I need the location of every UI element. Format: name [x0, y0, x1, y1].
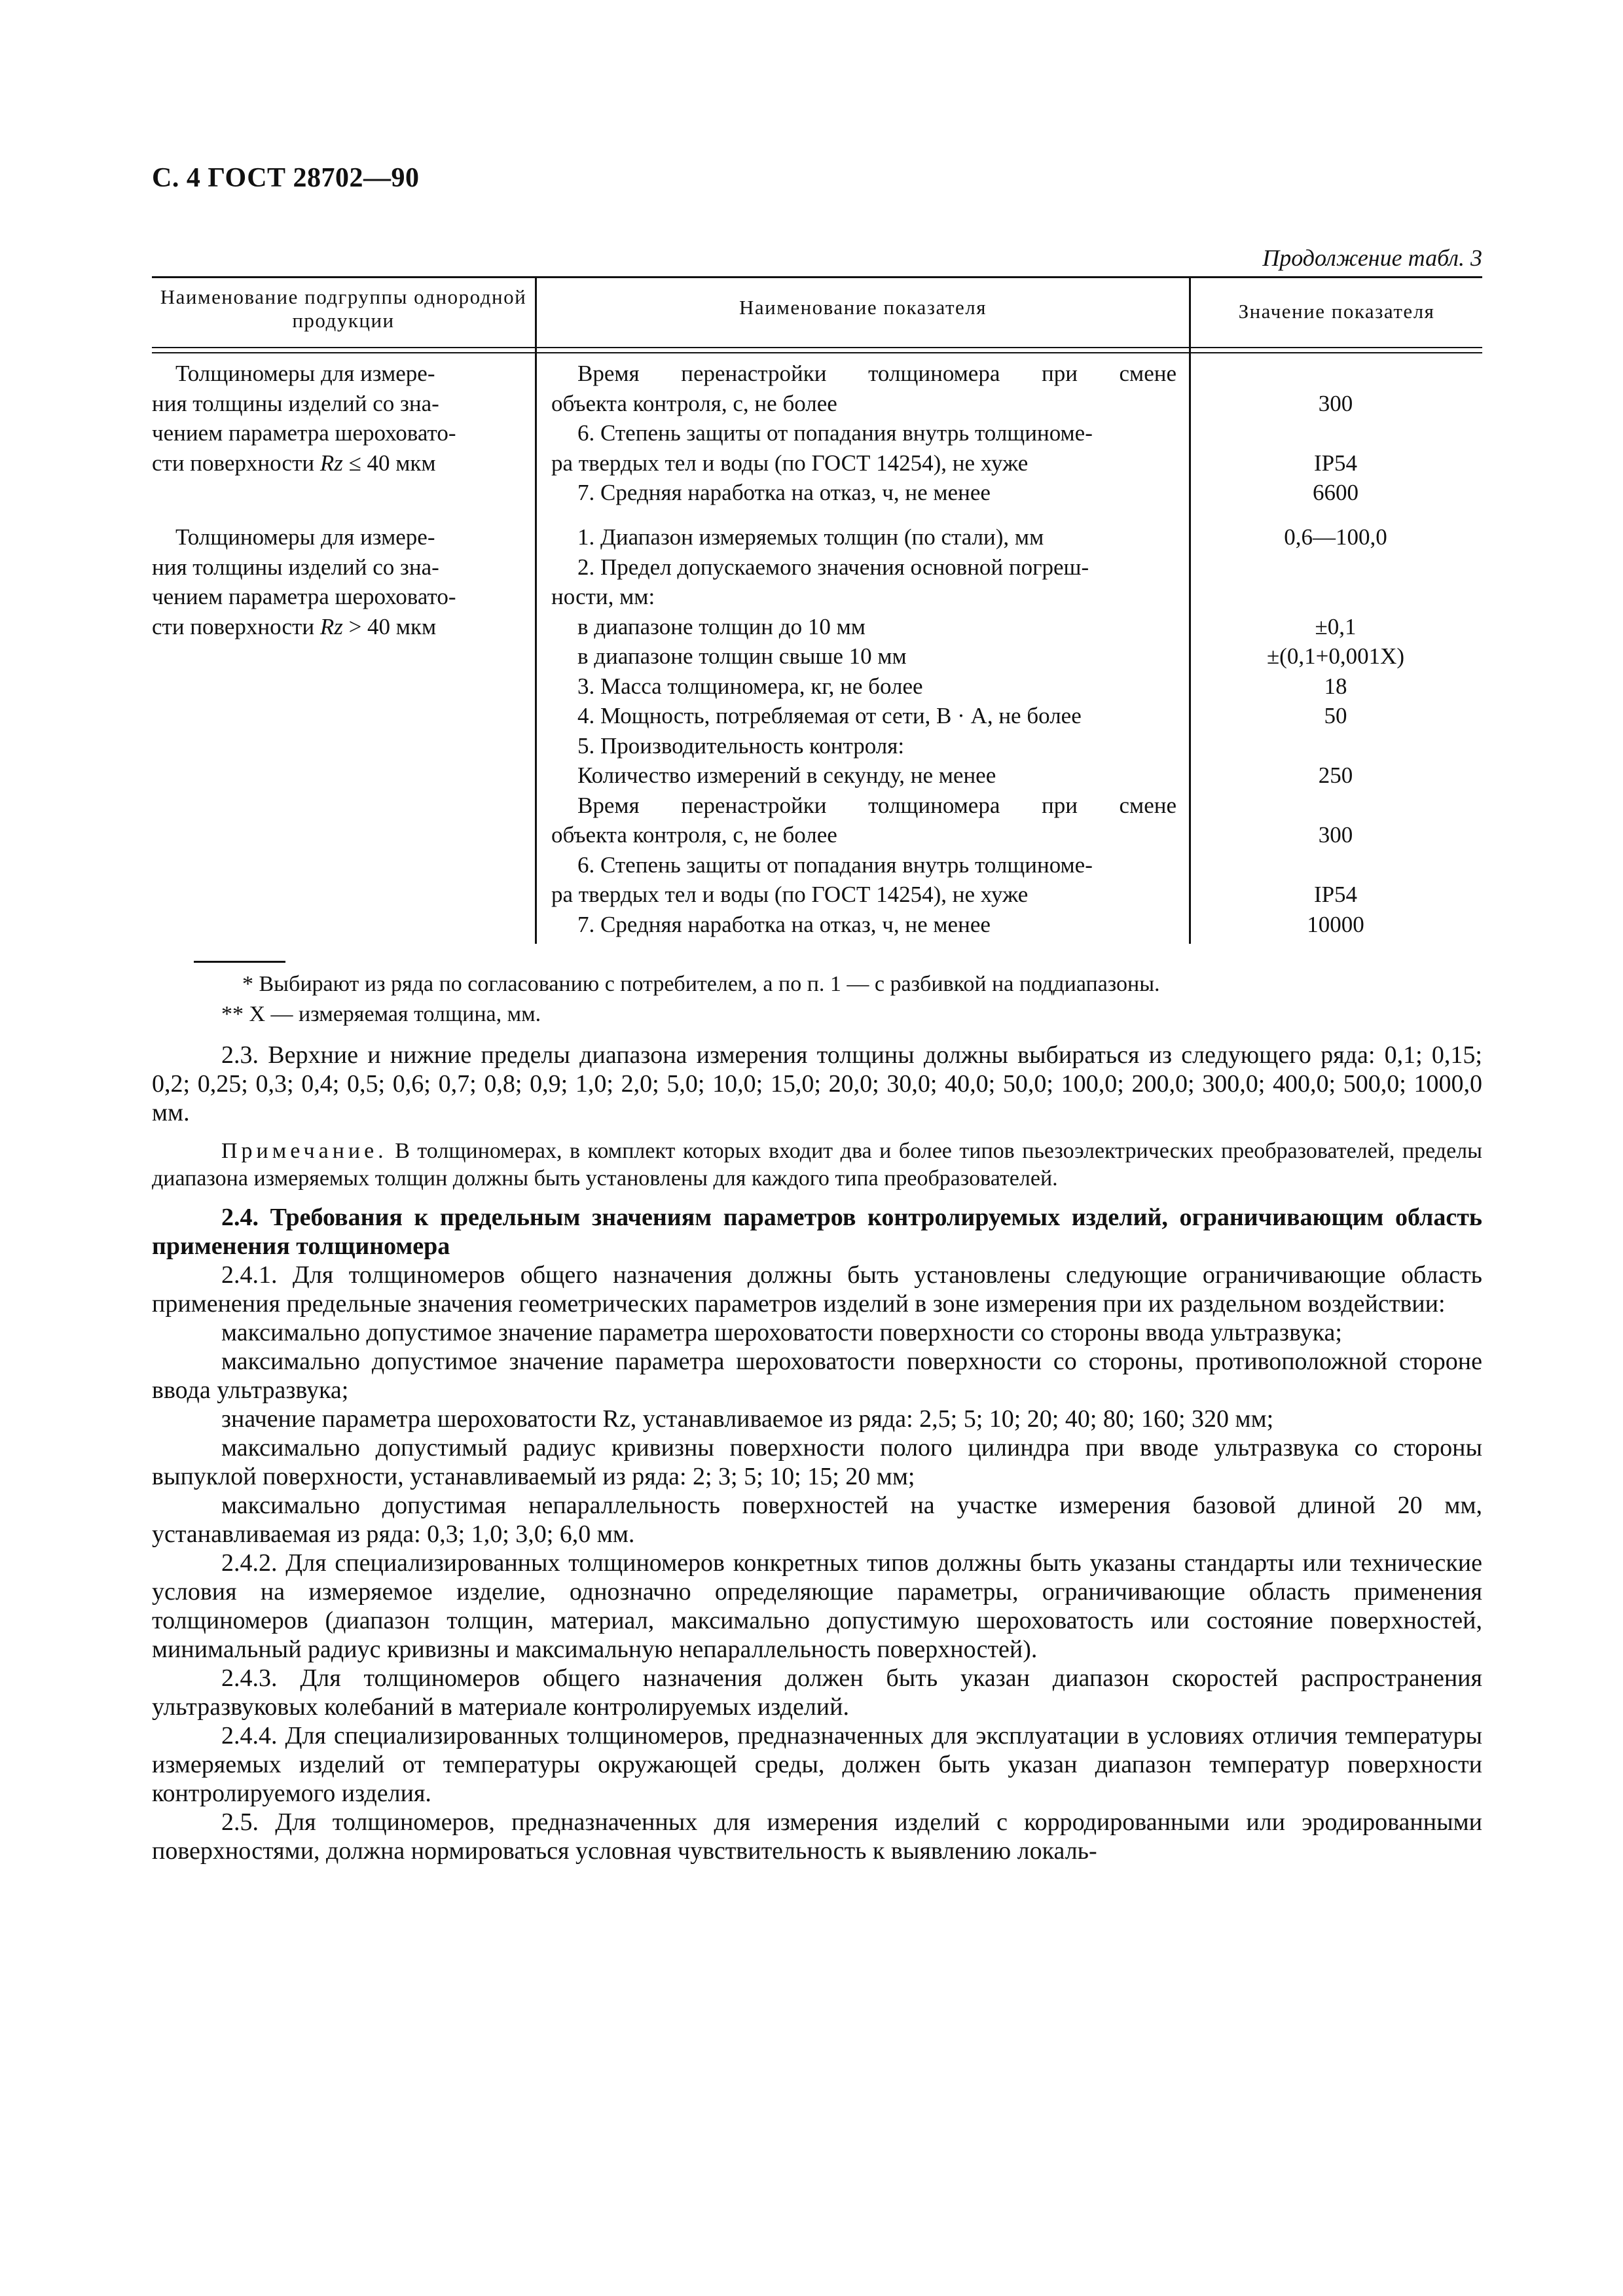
table-row: в диапазоне толщин свыше 10 мм	[577, 643, 907, 669]
subgroup-name: Толщиномеры для измере- ния толщины изделий со зна- чением параметра шероховато- сти поверхности Rz > 40 мкм	[152, 524, 456, 639]
table-continuation-label: Продолжение табл. 3	[1262, 245, 1482, 271]
note-label: Примечание.	[221, 1139, 388, 1163]
body-text	[152, 1041, 1482, 1865]
paragraph-2-4-3: 2.4.3. Для толщиномеров общего назначения должен быть указан диапазон скоростей распространения ультразвуковых колебаний в материале контролируемых изделий.	[152, 1664, 1482, 1721]
paragraph-2-5: 2.5. Для толщиномеров, предназначенных для измерения изделий с корродированными или эродированными поверхностями, должна нормироваться условная чувствительность к выявлению локаль-	[152, 1808, 1482, 1865]
paragraph-2-4-2: 2.4.2. Для специализированных толщиномеров конкретных типов должны быть указаны стандарты или технические условия на измеряемое изделие, однозначно определяющие параметры, ограничивающие область применения толщиномеров (диапазон толщин, материал, максимально допустимую шероховатость или состояние поверхностей, минимальный радиус кривизны и максимальную непараллельность поверхностей).	[152, 1549, 1482, 1663]
table-row: 6. Степень защиты от попадания внутрь толщиноме-	[577, 852, 1093, 878]
table-row: объекта контроля, с, не более	[551, 822, 837, 848]
table-row: 7. Средняя наработка на отказ, ч, не менее	[577, 911, 991, 937]
table-value: 250	[1318, 762, 1353, 788]
value-list	[1189, 522, 1482, 939]
table-value: ±(0,1+0,001X)	[1266, 643, 1405, 669]
list-item: максимально допустимое значение параметра шероховатости поверхности со стороны ввода ультразвука;	[221, 1319, 1342, 1346]
table-row: 1. Диапазон измеряемых толщин (по стали), мм	[577, 524, 1044, 550]
indicator-list	[551, 522, 1176, 939]
footnote-rule	[194, 961, 285, 963]
page-header: С. 4 ГОСТ 28702—90	[152, 163, 420, 193]
table-value	[1189, 552, 1482, 583]
list-item: максимально допустимый радиус кривизны поверхности полого цилиндра при вводе ультразвука со стороны выпуклой поверхности, устанавливаемый из ряда: 2; 3; 5; 10; 15; 20 мм;	[152, 1434, 1482, 1490]
table-row: Время перенастройки толщиномера при смене	[577, 792, 1176, 818]
table-column-divider	[535, 276, 537, 944]
note-paragraph	[152, 1138, 1482, 1193]
table-value: 0,6—100,0	[1284, 524, 1387, 550]
table-value: IP54	[1313, 450, 1358, 476]
table-row: 6. Степень защиты от попадания внутрь толщиноме-	[577, 420, 1093, 446]
paragraph-2-3: 2.3. Верхние и нижние пределы диапазона измерения толщины должны выбираться из следующего ряда: 0,1; 0,15; 0,2; 0,25; 0,3; 0,4; 0,5; 0,6; 0,7; 0,8; 0,9; 1,0; 2,0; 5,0; 10,0; 15,0; 20,0; 30,0; 40,0; 50,0; 100,0; 200,0; 300,0; 400,0; 500,0; 1000,0 мм.	[152, 1041, 1482, 1126]
table-value	[1189, 418, 1482, 448]
table-row: 5. Производительность контроля:	[577, 732, 905, 759]
table-value: 10000	[1307, 911, 1364, 937]
table-row: 2. Предел допускаемого значения основной погреш-	[577, 554, 1089, 580]
list-item: максимально допустимое значение параметра шероховатости поверхности со стороны, противоположной стороне ввода ультразвука;	[152, 1348, 1482, 1404]
list-item: максимально допустимая непараллельность поверхностей на участке измерения базовой длиной 20 мм, устанавливаемая из ряда: 0,3; 1,0; 3,0; 6,0 мм.	[152, 1492, 1482, 1548]
column-header-subgroup: Наименование подгруппы однородной продукции	[160, 285, 527, 332]
table-row: в диапазоне толщин до 10 мм	[577, 613, 866, 639]
table-value	[1189, 582, 1482, 612]
table-header-rule-double	[152, 352, 1482, 353]
subgroup-name: Толщиномеры для измере- ния толщины изделий со зна- чением параметра шероховато- сти поверхности Rz ≤ 40 мкм	[152, 361, 456, 476]
column-header-indicator: Наименование показателя	[739, 296, 987, 319]
column-header-value: Значение показателя	[1238, 300, 1435, 323]
table-value	[1189, 791, 1482, 821]
section-heading-2-4: 2.4. Требования к предельным значениям параметров контролируемых изделий, ограничивающим область применения толщиномера	[152, 1204, 1482, 1260]
indicator-list	[551, 359, 1176, 508]
table-value: 6600	[1313, 480, 1359, 505]
table-value	[1189, 731, 1482, 761]
footnote: ** X — измеряемая толщина, мм.	[221, 1002, 541, 1026]
paragraph-2-4-1: 2.4.1. Для толщиномеров общего назначения должны быть установлены следующие ограничивающие область применения предельные значения геометрических параметров изделий в зоне измерения при их раздельном воздействии:	[152, 1261, 1482, 1318]
table-value: 18	[1324, 673, 1347, 699]
table-row: ра твердых тел и воды (по ГОСТ 14254), не хуже	[551, 450, 1029, 476]
table-row: объекта контроля, с, не более	[551, 390, 837, 416]
table-row: Количество измерений в секунду, не менее	[577, 762, 996, 788]
table-row: 4. Мощность, потребляемая от сети, В · А, не более	[577, 703, 1082, 728]
table-value	[1189, 850, 1482, 880]
table-row: ра твердых тел и воды (по ГОСТ 14254), не хуже	[551, 882, 1029, 907]
table-top-rule	[152, 276, 1482, 278]
table-value: 300	[1318, 390, 1353, 416]
table-row: Время перенастройки толщиномера при смене	[577, 361, 1176, 386]
table-value: 50	[1324, 703, 1347, 728]
table-value: IP54	[1313, 882, 1358, 907]
paragraph-2-4-4: 2.4.4. Для специализированных толщиномеров, предназначенных для эксплуатации в условиях отличия температуры измеряемых изделий от температуры окружающей среды, должен быть указан диапазон температур поверхности контролируемого изделия.	[152, 1722, 1482, 1807]
table-header-rule	[152, 347, 1482, 348]
footnote: * Выбирают из ряда по согласованию с потребителем, а по п. 1 — с разбивкой на поддиапазоны.	[242, 972, 1160, 996]
table-value: 300	[1318, 822, 1353, 848]
table-row: ности, мм:	[551, 584, 655, 609]
value-list	[1189, 359, 1482, 508]
table-row: 3. Масса толщиномера, кг, не более	[577, 673, 923, 699]
list-item: значение параметра шероховатости Rz, устанавливаемое из ряда: 2,5; 5; 10; 20; 40; 80; 160; 320 мм;	[221, 1405, 1274, 1433]
table-value: ±0,1	[1315, 613, 1357, 639]
table-value	[1189, 359, 1482, 389]
table-row: 7. Средняя наработка на отказ, ч, не менее	[577, 480, 991, 505]
note-text: В толщиномерах, в комплект которых входит два и более типов пьезоэлектрических преобразователей, пределы диапазона измеряемых толщин должны быть установлены для каждого типа преобразователей.	[152, 1139, 1482, 1191]
